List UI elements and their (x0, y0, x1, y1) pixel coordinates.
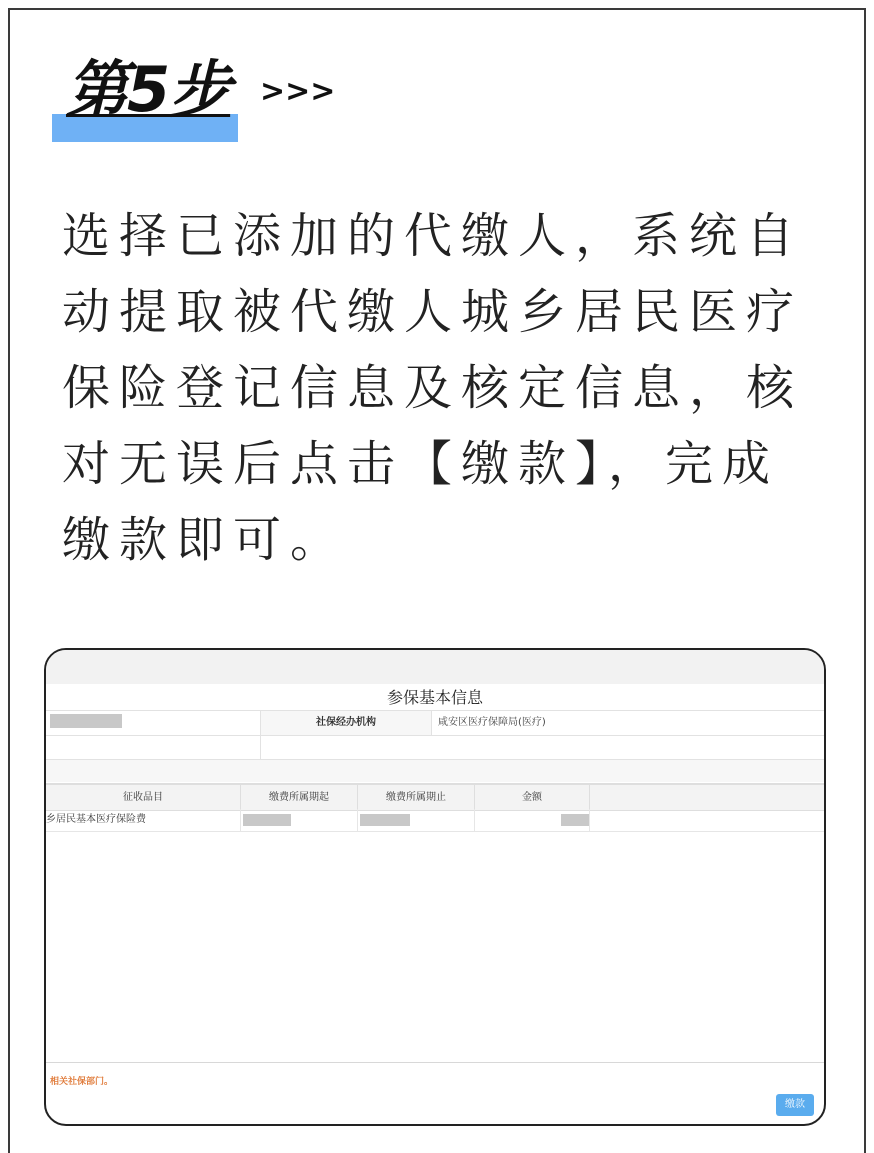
step-title: 第5步 (66, 53, 231, 126)
table-row[interactable] (46, 809, 824, 832)
table-header (46, 783, 824, 811)
cell-end (358, 809, 475, 831)
section-title: 参保基本信息 (386, 688, 483, 707)
redacted-value (243, 814, 291, 826)
cell-start (241, 809, 358, 831)
redacted-value (360, 814, 410, 826)
redacted-value (50, 714, 122, 728)
col-header-item: 征收品目 (46, 785, 241, 810)
step-arrows: >>> (260, 74, 336, 109)
cell-amount (475, 809, 590, 831)
pay-button[interactable]: 缴款 (776, 1094, 814, 1116)
col-header-amount: 金额 (475, 785, 590, 810)
notice-text: 相关社保部门。 (50, 1077, 114, 1087)
screenshot-top-bar (46, 650, 824, 684)
step-description: 选择已添加的代缴人，系统自动提取被代缴人城乡居民医疗保险登记信息及核定信息，核对无误后点击【缴款】，完成缴款即可。 (62, 208, 804, 568)
payment-screenshot (44, 648, 826, 1126)
footer-divider (46, 1062, 824, 1063)
col-header-start: 缴费所属期起 (241, 785, 358, 810)
section-gap (46, 760, 824, 782)
step-heading (52, 50, 352, 150)
info-row-empty (46, 735, 824, 760)
cell-divider (260, 735, 261, 759)
redacted-value (561, 814, 589, 826)
agency-value: 咸安区医疗保障局(医疗) (438, 717, 546, 728)
agency-label: 社保经办机构 (260, 711, 432, 735)
cell-item: 乡居民基本医疗保险费 (46, 809, 241, 831)
col-header-end: 缴费所属期止 (358, 785, 475, 810)
info-row-agency (46, 710, 824, 736)
